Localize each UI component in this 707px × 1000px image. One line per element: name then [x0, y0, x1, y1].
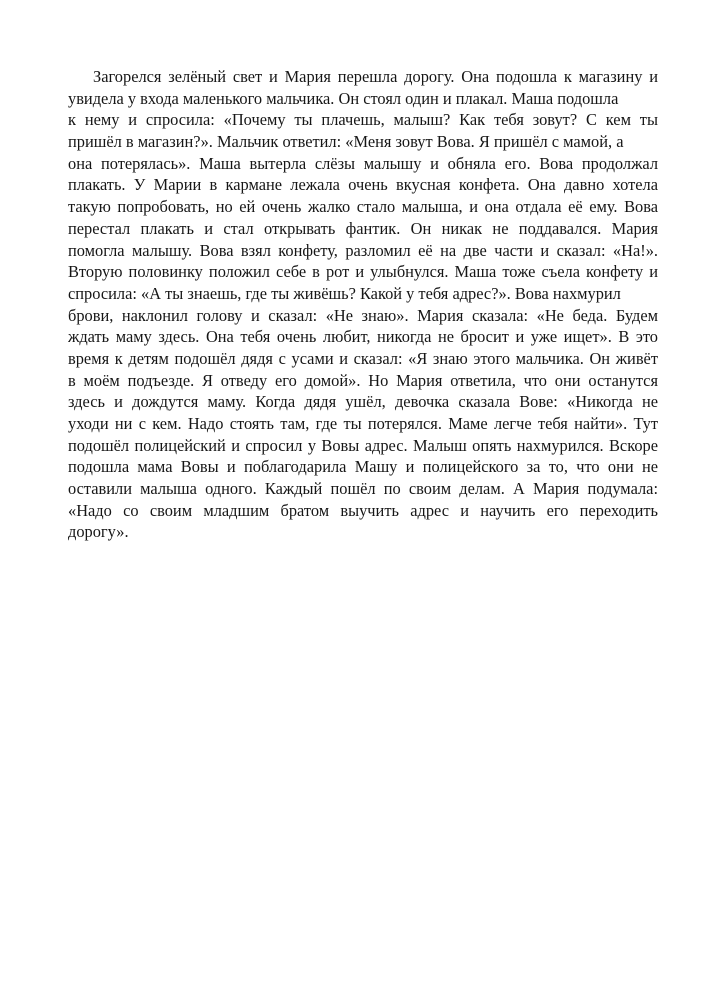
story-paragraph [68, 66, 658, 543]
text-line: уходи ни с кем. Надо стоять там, где ты потерялся. Маме легче тебя найти». Тут [68, 414, 658, 433]
text-line: помогла малышу. Вова взял конфету, разломил её на две части и сказал: «На!». [68, 240, 658, 260]
text-line: Загорелся зелёный свет и Мария перешла дорогу. Она подошла к магазину и [93, 67, 658, 86]
text-line: к нему и спросила: «Почему ты плачешь, малыш? Как тебя зовут? С кем ты [68, 110, 658, 130]
text-line: она потерялась». Маша вытерла слёзы малышу и обняла его. Вова продолжал [68, 153, 658, 173]
text-line: плакать. У Марии в кармане лежала очень вкусная конфета. Она давно хотела [68, 175, 658, 195]
text-line: подошёл полицейский и спросил у Вовы адрес. Малыш опять нахмурился. Вскоре [68, 435, 658, 455]
text-line: перестал плакать и стал открывать фантик. Он никак не поддавался. Мария [68, 218, 658, 238]
text-line: увидела у входа маленького мальчика. Он стоял один и плакал. Маша подошла [68, 88, 619, 108]
text-line: пришёл в магазин?». Мальчик ответил: «Меня зовут Вова. Я пришёл с мамой, а [68, 132, 624, 152]
document-page [68, 66, 658, 543]
text-line: оставили малыша одного. Каждый пошёл по своим делам. А Мария подумала: [68, 479, 658, 499]
text-line: такую попробовать, но ей очень жалко стало малыша, и она отдала её ему. Вова [68, 197, 658, 217]
text-line: Вторую половинку положил себе в рот и улыбнулся. Маша тоже съела конфету и [68, 262, 658, 282]
text-line: дорогу». [68, 522, 129, 542]
text-line: здесь и дождутся маму. Когда дядя ушёл, девочка сказала Вове: «Никогда не [68, 392, 658, 412]
text-line: время к детям подошёл дядя с усами и сказал: «Я знаю этого мальчика. Он живёт [68, 348, 658, 368]
text-line: подошла мама Вовы и поблагодарила Машу и полицейского за то, что они не [68, 457, 658, 477]
text-line: ждать маму здесь. Она тебя очень любит, никогда не бросит и уже ищет». В это [68, 327, 658, 347]
text-line: «Надо со своим младшим братом выучить адрес и научить его переходить [68, 500, 658, 520]
text-line: в моём подъезде. Я отведу его домой». Но Мария ответила, что они останутся [68, 370, 658, 390]
text-line: брови, наклонил голову и сказал: «Не знаю». Мария сказала: «Не беда. Будем [68, 305, 658, 325]
text-line: спросила: «А ты знаешь, где ты живёшь? Какой у тебя адрес?». Вова нахмурил [68, 283, 621, 303]
